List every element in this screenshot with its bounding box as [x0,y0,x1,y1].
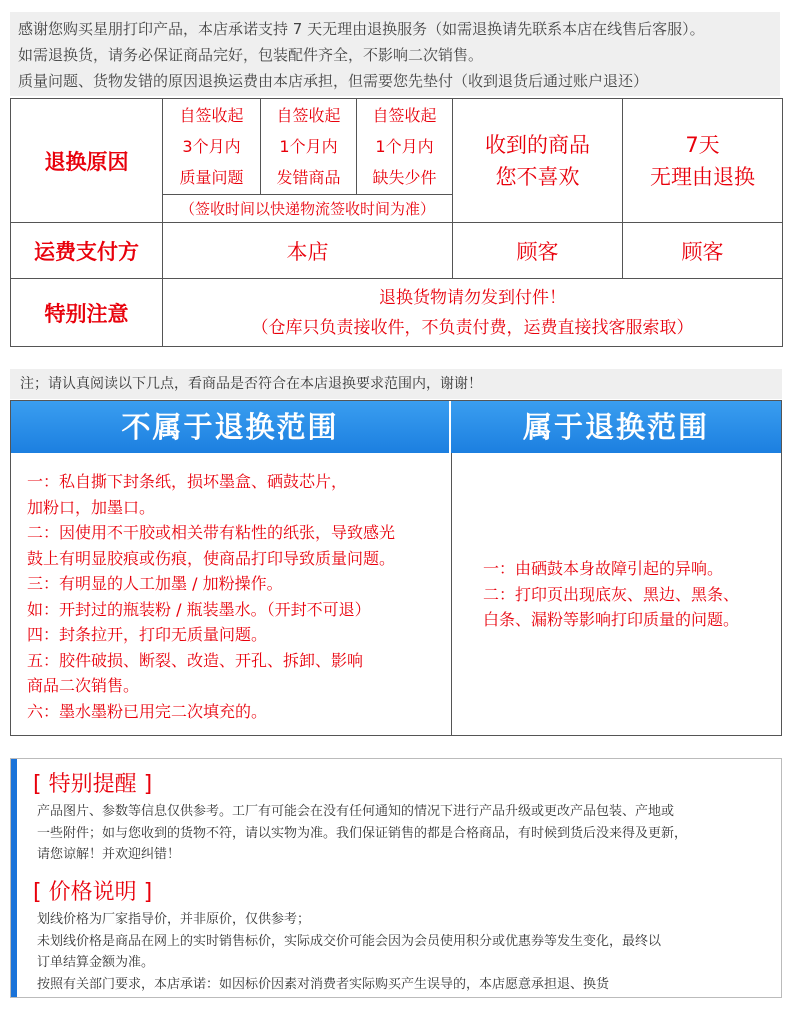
notice-line: 感谢您购买星朋打印产品，本店承诺支持 7 天无理由退换服务（如需退换请先联系本店在线售后客服）。 [18,20,705,38]
list-item: 加粉口，加墨口。 [27,497,156,517]
reminder-box [10,758,782,998]
sign-time-note: （签收时间以快递物流签收时间为准） [163,195,453,223]
return-scope [10,400,782,736]
reason-wrong-item: 自签收起 1个月内 发错商品 [261,99,357,195]
accent-bar [11,759,17,997]
list-item: 鼓上有明显胶痕或伤痕，使商品打印导致质量问题。 [27,548,396,568]
list-item: 六：墨水墨粉已用完二次填充的。 [27,701,268,721]
list-item: 一：由硒鼓本身故障引起的异响。 [483,559,724,578]
notice-line: 如需退换货，请务必保证商品完好，包装配件齐全，不影响二次销售。 [18,46,484,64]
reason-missing-parts: 自签收起 1个月内 缺失少件 [357,99,453,195]
reading-note: 注；请认真阅读以下几点，看商品是否符合在本店退换要求范围内，谢谢！ [10,369,782,399]
scope-divider [451,453,452,735]
notice-line: 质量问题、货物发错的原因退换运费由本店承担，但需要您先垫付（收到退货后通过账户退还） [18,72,649,90]
price-text: 划线价格为厂家指导价，并非原价，仅供参考； 未划线价格是商品在网上的实时销售标价，实际成交价可能会因为会员使用积分或优惠券等发生变化，最终以 订单结算金额为准。 按照有关部门要求，本店承诺：如因标价因素对消费者实际购买产生误导的，本店愿意承担退、换货 [37,912,662,992]
reason-dislike: 收到的商品 您不喜欢 [453,99,623,223]
return-policy-table [10,98,783,347]
list-item: 如：开封过的瓶装粉 / 瓶装墨水。（开封不可退） [27,599,371,619]
list-item: 四：封条拉开，打印无质量问题。 [27,625,268,644]
list-item: 二：因使用不干胶或相关带有粘性的纸张，导致感光 [27,523,396,542]
list-item: 三：有明显的人工加墨 / 加粉操作。 [27,574,283,593]
list-item: 二：打印页出现底灰、黑边、黑条、 [483,584,740,604]
reason-label: 退换原因 [11,99,163,223]
payer-store: 本店 [163,223,453,279]
reminder-title: [ 特别提醒 ] [33,772,153,797]
covered-list [483,556,775,633]
list-item: 白条、漏粉等影响打印质量的问题。 [483,610,740,629]
payer-label: 运费支付方 [11,223,163,279]
payer-customer: 顾客 [453,223,623,279]
special-note: 退换货物请勿发到付件！ （仓库只负责接收件，不负责付费，运费直接找客服索取） [163,279,783,347]
not-covered-list [27,469,447,724]
not-covered-title: 不属于退换范围 [11,401,451,453]
reason-quality: 自签收起 3个月内 质量问题 [163,99,261,195]
service-notice [10,12,780,96]
covered-title: 属于退换范围 [451,401,781,453]
payer-customer: 顾客 [623,223,783,279]
reminder-text: 产品图片、参数等信息仅供参考。工厂有可能会在没有任何通知的情况下进行产品升级或更改产品包装、产地或 一些附件；如与您收到的货物不符，请以实物为准。我们保证销售的都是合格商品，有时候到货后没来得及更新， 请您谅解！并欢迎纠错！ [37,804,688,862]
reason-seven-days: 7天 无理由退换 [623,99,783,223]
list-item: 五：胶件破损、断裂、改造、开孔、拆卸、影响 [27,650,364,670]
list-item: 商品二次销售。 [27,676,140,695]
price-title: [ 价格说明 ] [33,880,153,905]
list-item: 一：私自撕下封条纸，损坏墨盒、硒鼓芯片， [27,472,348,491]
special-label: 特别注意 [11,279,163,347]
